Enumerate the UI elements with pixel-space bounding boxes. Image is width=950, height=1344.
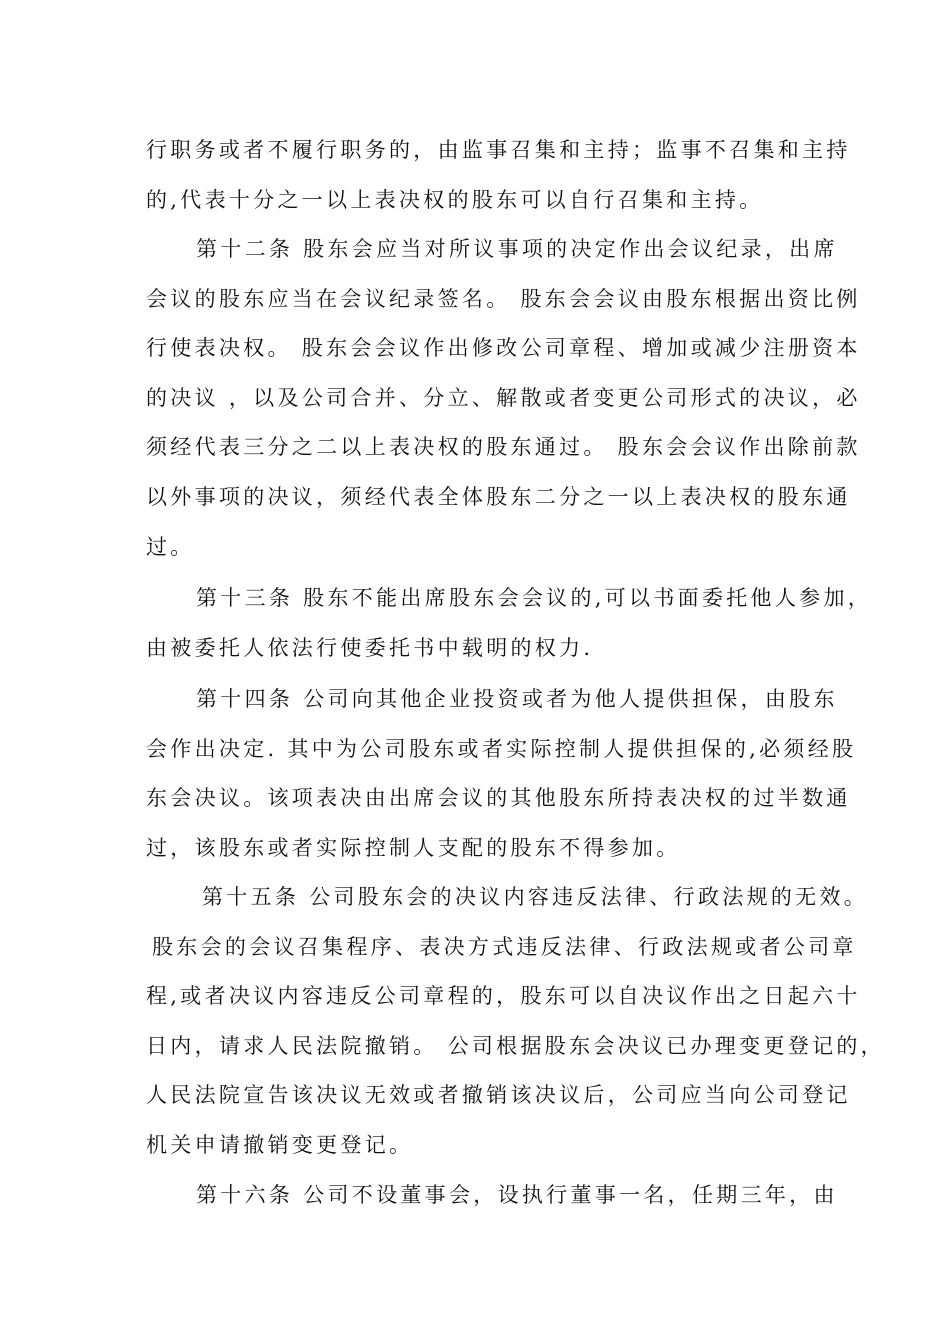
text-line: 行使表决权。 股东会会议作出修改公司章程、增加或减少注册资本 [146,336,861,360]
article-12-heading-line: 第十二条 股东会应当对所议事项的决定作出会议纪录，出席 [196,237,838,261]
article-15-heading-line: 第十五条 公司股东会的决议内容违反法律、行政法规的无效。 [202,885,869,909]
text-line: 人民法院宣告该决议无效或者撤销该决议后，公司应当向公司登记 [146,1083,851,1107]
text-line: 程,或者决议内容违反公司章程的，股东可以自决议作出之日起六十 [146,984,861,1008]
article-13-heading-line: 第十三条 股东不能出席股东会会议的,可以书面委托他人参加， [196,586,873,610]
text-line: 须经代表三分之二以上表决权的股东通过。 股东会会议作出除前款 [146,435,861,459]
text-line: 东会决议。该项表决由出席会议的其他股东所持表决权的过半数通 [146,786,851,810]
text-line: 日内，请求人民法院撤销。 公司根据股东会决议已办理变更登记的， [146,1034,885,1058]
text-line: 机关申请撤销变更登记。 [146,1133,414,1157]
text-line: 会作出决定. 其中为公司股东或者实际控制人提供担保的,必须经股 [146,737,857,761]
text-line: 过。 [146,535,195,559]
text-line: 会议的股东应当在会议纪录签名。 股东会会议由股东根据出资比例 [146,287,861,311]
text-line: 的决议 ，以及公司合并、分立、解散或者变更公司形式的决议，必 [146,386,861,410]
text-line: 行职务或者不履行职务的，由监事召集和主持；监事不召集和主持 [146,138,851,162]
text-line: 过，该股东或者实际控制人支配的股东不得参加。 [146,836,681,860]
text-line: 股东会的会议召集程序、表决方式违反法律、行政法规或者公司章 [152,935,857,959]
article-14-heading-line: 第十四条 公司向其他企业投资或者为他人提供担保，由股东 [196,687,838,711]
article-16-heading-line: 第十六条 公司不设董事会，设执行董事一名，任期三年，由 [196,1183,838,1207]
text-line: 以外事项的决议，须经代表全体股东二分之一以上表决权的股东通 [146,485,851,509]
text-line: 的,代表十分之一以上表决权的股东可以自行召集和主持。 [146,188,764,212]
text-line: 由被委托人依法行使委托书中载明的权力. [146,636,594,660]
